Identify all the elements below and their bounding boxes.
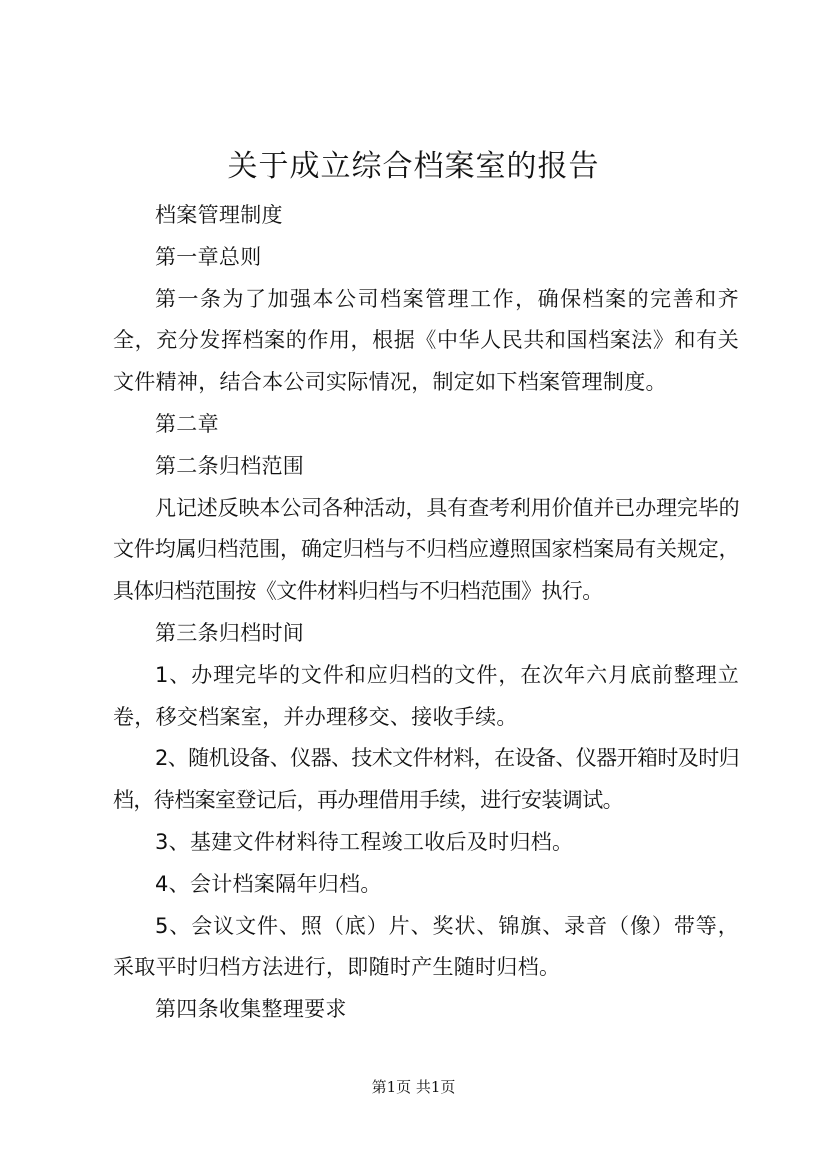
paragraph-article-three-heading: 第三条归档时间 xyxy=(155,620,305,645)
paragraph-item-5: 5、会议文件、照（底）片、奖状、锦旗、录音（像）带等，采取平时归档方法进行，即随时产生随时归档。 xyxy=(113,913,739,980)
paragraph-chapter-two: 第二章 xyxy=(155,411,219,436)
paragraph-item-1: 1、办理完毕的文件和应归档的文件，在次年六月底前整理立卷，移交档案室，并办理移交、接收手续。 xyxy=(113,662,739,729)
document-body xyxy=(113,195,739,1031)
paragraph-item-3: 3、基建文件材料待工程竣工收后及时归档。 xyxy=(155,829,574,854)
paragraph-article-one: 第一条为了加强本公司档案管理工作，确保档案的完善和齐全，充分发挥档案的作用，根据《中华人民共和国档案法》和有关文件精神，结合本公司实际情况，制定如下档案管理制度。 xyxy=(113,286,739,395)
paragraph-chapter-one: 第一章总则 xyxy=(155,244,262,269)
document-title: 关于成立综合档案室的报告 xyxy=(227,149,600,184)
paragraph-archive-management-system: 档案管理制度 xyxy=(155,203,283,227)
page-footer: 第1页 共1页 xyxy=(371,1078,456,1096)
paragraph-article-two-heading: 第二条归档范围 xyxy=(155,453,305,478)
paragraph-article-four-heading: 第四条收集整理要求 xyxy=(155,997,347,1022)
paragraph-article-two-body: 凡记述反映本公司各种活动，具有查考利用价值并已办理完毕的文件均属归档范围，确定归档与不归档应遵照国家档案局有关规定，具体归档范围按《文件材料归档与不归档范围》执行。 xyxy=(113,495,739,604)
paragraph-item-2: 2、随机设备、仪器、技术文件材料，在设备、仪器开箱时及时归档，待档案室登记后，再办理借用手续，进行安装调试。 xyxy=(113,746,739,813)
paragraph-item-4: 4、会计档案隔年归档。 xyxy=(155,871,382,896)
